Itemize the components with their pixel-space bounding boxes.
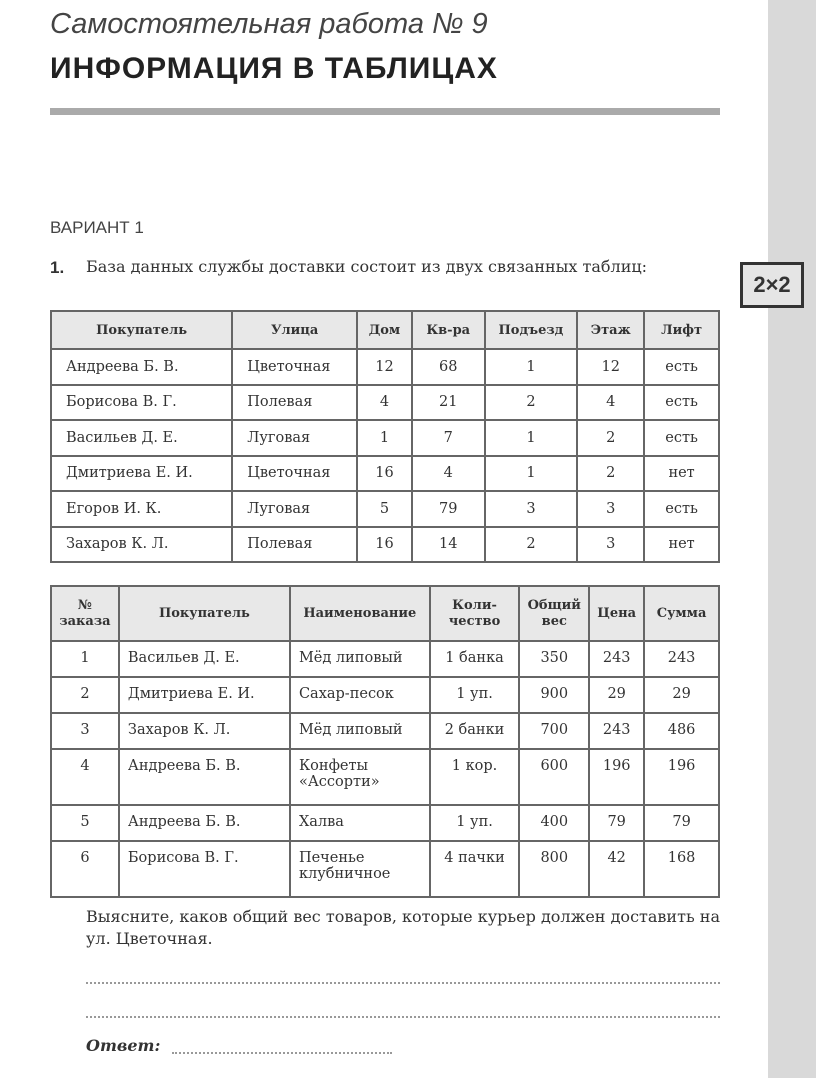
page-title: ИНФОРМАЦИЯ В ТАБЛИЦАХ xyxy=(50,52,498,85)
table-row xyxy=(51,713,719,749)
table-cell: нет xyxy=(644,527,719,563)
column-header: Покупатель xyxy=(119,586,290,641)
table-cell: 2 xyxy=(485,527,578,563)
table-cell: 7 xyxy=(412,420,485,456)
table-cell: Захаров К. Л. xyxy=(51,527,232,563)
table-cell: 350 xyxy=(519,641,589,677)
table-cell: Полевая xyxy=(232,385,357,421)
table-cell: 700 xyxy=(519,713,589,749)
table-cell: Борисова В. Г. xyxy=(119,841,290,897)
table-cell: 800 xyxy=(519,841,589,897)
column-header: Подъезд xyxy=(485,311,578,349)
table-cell: 4 xyxy=(357,385,412,421)
table-cell: Дмитриева Е. И. xyxy=(51,456,232,492)
column-header: Коли-чество xyxy=(430,586,520,641)
column-header: Наименование xyxy=(290,586,430,641)
column-header: Улица xyxy=(232,311,357,349)
table-row xyxy=(51,677,719,713)
table-cell: 3 xyxy=(485,491,578,527)
table-cell: 196 xyxy=(644,749,719,805)
table-cell: Полевая xyxy=(232,527,357,563)
column-header: Этаж xyxy=(577,311,644,349)
column-header: № заказа xyxy=(51,586,119,641)
table-cell: 486 xyxy=(644,713,719,749)
table-cell: 243 xyxy=(589,641,644,677)
table-cell: 5 xyxy=(357,491,412,527)
table-cell: 29 xyxy=(589,677,644,713)
table-cell: Дмитриева Е. И. xyxy=(119,677,290,713)
table-cell: 5 xyxy=(51,805,119,841)
column-header: Общий вес xyxy=(519,586,589,641)
table-cell: 600 xyxy=(519,749,589,805)
table-cell: 2 банки xyxy=(430,713,520,749)
table-cell: 1 уп. xyxy=(430,677,520,713)
table-cell: Андреева Б. В. xyxy=(119,749,290,805)
table-cell: Луговая xyxy=(232,420,357,456)
table-cell: 29 xyxy=(644,677,719,713)
table-cell: 79 xyxy=(644,805,719,841)
table-cell: Цветочная xyxy=(232,456,357,492)
table-cell: Егоров И. К. xyxy=(51,491,232,527)
table-cell: 21 xyxy=(412,385,485,421)
table-row xyxy=(51,456,719,492)
table-cell: 4 пачки xyxy=(430,841,520,897)
customers-table xyxy=(50,310,720,563)
table-cell: 1 кор. xyxy=(430,749,520,805)
orders-table xyxy=(50,585,720,898)
table-cell: 1 банка xyxy=(430,641,520,677)
table-cell: 16 xyxy=(357,456,412,492)
table-row xyxy=(51,527,719,563)
column-header: Кв-ра xyxy=(412,311,485,349)
table-cell: 1 xyxy=(485,420,578,456)
table-row xyxy=(51,420,719,456)
table-cell: Андреева Б. В. xyxy=(51,349,232,385)
table-cell: 168 xyxy=(644,841,719,897)
table-row xyxy=(51,841,719,897)
table-cell: Луговая xyxy=(232,491,357,527)
table-cell: 1 уп. xyxy=(430,805,520,841)
table-cell: Мёд липовый xyxy=(290,641,430,677)
variant-label: ВАРИАНТ 1 xyxy=(50,218,144,237)
table-cell: 14 xyxy=(412,527,485,563)
table-cell: Печенье клубничное xyxy=(290,841,430,897)
table-row xyxy=(51,491,719,527)
column-header: Покупатель xyxy=(51,311,232,349)
answer-line[interactable] xyxy=(86,1016,720,1018)
column-header: Сумма xyxy=(644,586,719,641)
table-cell: есть xyxy=(644,385,719,421)
table-cell: 3 xyxy=(51,713,119,749)
table-cell: 900 xyxy=(519,677,589,713)
table-row xyxy=(51,349,719,385)
table-cell: Цветочная xyxy=(232,349,357,385)
table-cell: 2 xyxy=(485,385,578,421)
table-row xyxy=(51,805,719,841)
table-cell: Захаров К. Л. xyxy=(119,713,290,749)
work-subtitle: Самостоятельная работа № 9 xyxy=(50,8,488,40)
table-cell: 4 xyxy=(577,385,644,421)
table-cell: 1 xyxy=(51,641,119,677)
task-text: База данных службы доставки состоит из двух связанных таблиц: xyxy=(86,257,648,276)
table-cell: 1 xyxy=(485,349,578,385)
table-cell: Конфеты «Ассорти» xyxy=(290,749,430,805)
table-cell: есть xyxy=(644,349,719,385)
table-row xyxy=(51,641,719,677)
table-cell: 1 xyxy=(485,456,578,492)
difficulty-badge: 2×2 xyxy=(740,262,804,308)
table-cell: 2 xyxy=(577,420,644,456)
table-cell: 12 xyxy=(357,349,412,385)
table-cell: есть xyxy=(644,491,719,527)
table-cell: 79 xyxy=(412,491,485,527)
table-row xyxy=(51,385,719,421)
table-cell: 196 xyxy=(589,749,644,805)
table-cell: Халва xyxy=(290,805,430,841)
column-header: Цена xyxy=(589,586,644,641)
task-number: 1. xyxy=(50,258,65,277)
table-cell: Васильев Д. Е. xyxy=(119,641,290,677)
table-cell: 2 xyxy=(51,677,119,713)
table-cell: 79 xyxy=(589,805,644,841)
table-cell: 243 xyxy=(589,713,644,749)
table-cell: 3 xyxy=(577,491,644,527)
table-cell: 243 xyxy=(644,641,719,677)
answer-line[interactable] xyxy=(86,982,720,984)
table-cell: есть xyxy=(644,420,719,456)
page-edge-strip xyxy=(768,0,816,1078)
answer-label: Ответ: xyxy=(86,1036,161,1055)
table-cell: Андреева Б. В. xyxy=(119,805,290,841)
table-cell: 16 xyxy=(357,527,412,563)
table-cell: Мёд липовый xyxy=(290,713,430,749)
table-row xyxy=(51,749,719,805)
column-header: Лифт xyxy=(644,311,719,349)
table-cell: 68 xyxy=(412,349,485,385)
table-cell: 6 xyxy=(51,841,119,897)
column-header: Дом xyxy=(357,311,412,349)
title-divider xyxy=(50,108,720,115)
table-cell: 4 xyxy=(412,456,485,492)
table-cell: Васильев Д. Е. xyxy=(51,420,232,456)
table-cell: 1 xyxy=(357,420,412,456)
table-cell: Сахар-песок xyxy=(290,677,430,713)
table-cell: 3 xyxy=(577,527,644,563)
answer-field[interactable] xyxy=(172,1052,392,1054)
table-cell: нет xyxy=(644,456,719,492)
table-cell: 12 xyxy=(577,349,644,385)
table-cell: 400 xyxy=(519,805,589,841)
table-cell: 4 xyxy=(51,749,119,805)
table-cell: Борисова В. Г. xyxy=(51,385,232,421)
table-cell: 42 xyxy=(589,841,644,897)
table-cell: 2 xyxy=(577,456,644,492)
question-text: Выясните, каков общий вес товаров, которые курьер должен доставить на ул. Цветочная. xyxy=(86,907,720,948)
